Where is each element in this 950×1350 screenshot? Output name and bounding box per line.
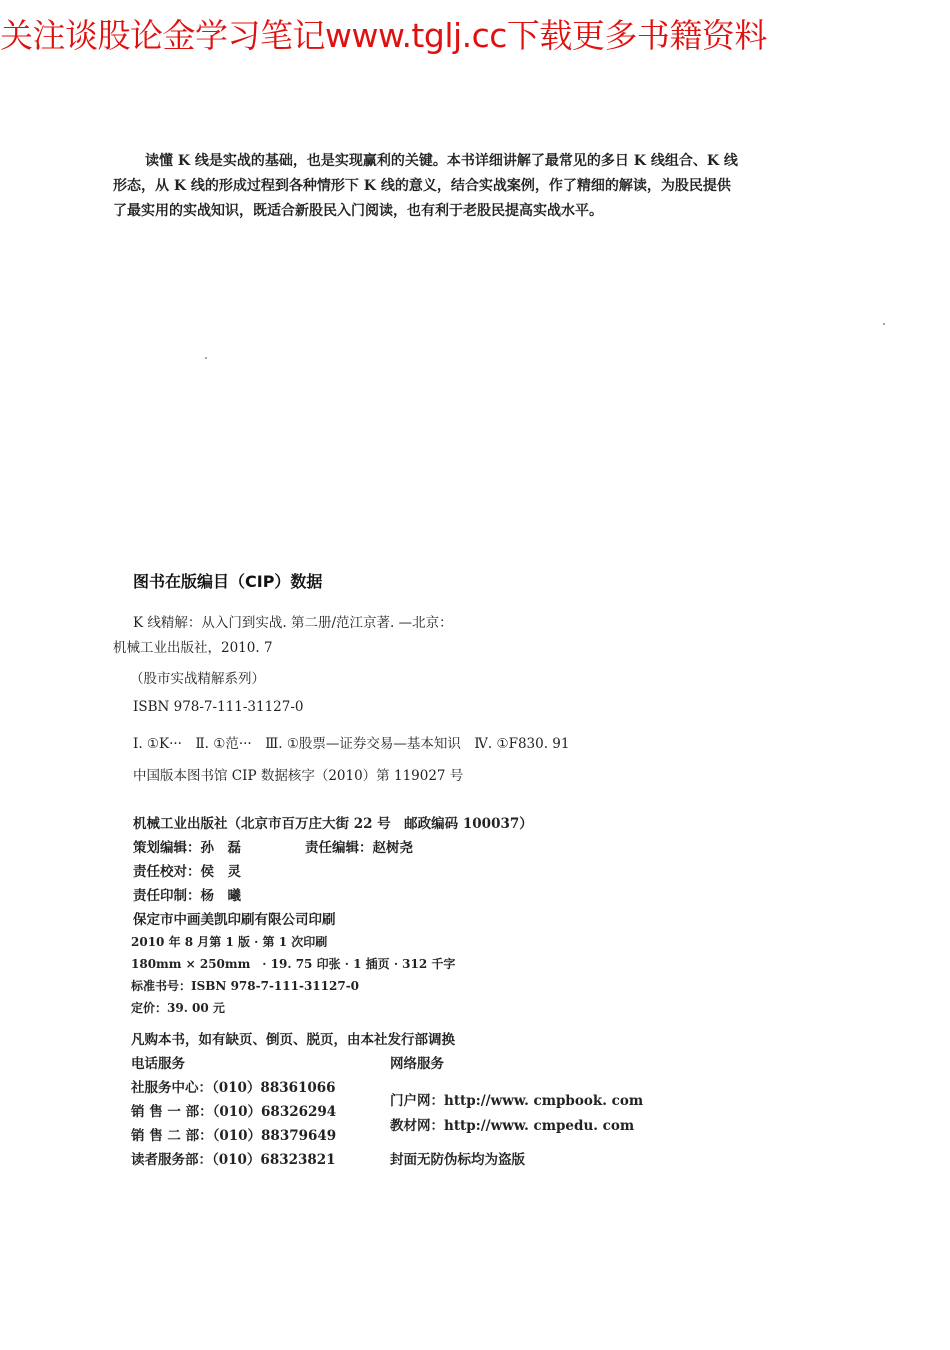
abstract-line: 了最实用的实战知识，既适合新股民入门阅读，也有利于老股民提高实战水平。 <box>113 203 603 219</box>
colophon-responsible-editor: 责任编辑：赵树尧 <box>305 840 413 856</box>
phone-service-heading: 电话服务 <box>131 1056 185 1072</box>
colophon-print-supervisor: 责任印制：杨 曦 <box>133 888 241 904</box>
cip-title-line: K 线精解：从入门到实战. 第二册/范江京著. —北京： <box>133 615 453 631</box>
cip-heading: 图书在版编目（CIP）数据 <box>133 572 323 591</box>
scan-speck <box>205 357 207 359</box>
phone-service-center: 社服务中心：（010）88361066 <box>131 1080 336 1096</box>
colophon-format: 180mm × 250mm · 19. 75 印张 · 1 插页 · 312 千字 <box>131 957 456 971</box>
colophon-publisher: 机械工业出版社（北京市百万庄大街 22 号 邮政编码 100037） <box>133 816 533 832</box>
abstract-line: 读懂 K 线是实战的基础，也是实现赢利的关键。本书详细讲解了最常见的多日 K 线组合、K 线 <box>145 153 738 169</box>
anti-counterfeit-notice: 封面无防伪标均为盗版 <box>390 1152 525 1168</box>
cip-publisher-line: 机械工业出版社，2010. 7 <box>113 640 273 656</box>
cip-series: （股市实战精解系列） <box>130 671 265 687</box>
phone-reader-service: 读者服务部：（010）68323821 <box>131 1152 336 1168</box>
scan-speck <box>883 323 885 325</box>
colophon-proofreader: 责任校对：侯 灵 <box>133 864 241 880</box>
service-notice: 凡购本书，如有缺页、倒页、脱页，由本社发行部调换 <box>131 1032 455 1048</box>
portal-url: 门户网：http://www. cmpbook. com <box>390 1093 644 1109</box>
book-abstract <box>113 149 873 224</box>
abstract-line: 形态，从 K 线的形成过程到各种情形下 K 线的意义，结合实战案例，作了精细的解读，为股民提供 <box>113 178 731 194</box>
cip-classification: Ⅰ. ①K··· Ⅱ. ①范··· Ⅲ. ①股票—证券交易—基本知识 Ⅳ. ①F830. 91 <box>133 736 570 752</box>
watermark-banner: 关注谈股论金学习笔记www.tglj.cc下载更多书籍资料 <box>0 16 767 55</box>
colophon-price: 定价：39. 00 元 <box>131 1001 225 1015</box>
cip-number: 中国版本图书馆 CIP 数据核字（2010）第 119027 号 <box>133 768 464 784</box>
network-service-heading: 网络服务 <box>390 1056 444 1072</box>
edu-url: 教材网：http://www. cmpedu. com <box>390 1118 635 1134</box>
cip-isbn: ISBN 978-7-111-31127-0 <box>133 699 304 715</box>
phone-sales-1: 销 售 一 部：（010）68326294 <box>131 1104 337 1120</box>
phone-sales-2: 销 售 二 部：（010）88379649 <box>131 1128 337 1144</box>
colophon-std-number: 标准书号：ISBN 978-7-111-31127-0 <box>131 979 360 993</box>
colophon-printer: 保定市中画美凯印刷有限公司印刷 <box>133 912 336 928</box>
colophon-edition: 2010 年 8 月第 1 版 · 第 1 次印刷 <box>131 935 328 949</box>
colophon-planning-editor: 策划编辑：孙 磊 <box>133 840 241 856</box>
